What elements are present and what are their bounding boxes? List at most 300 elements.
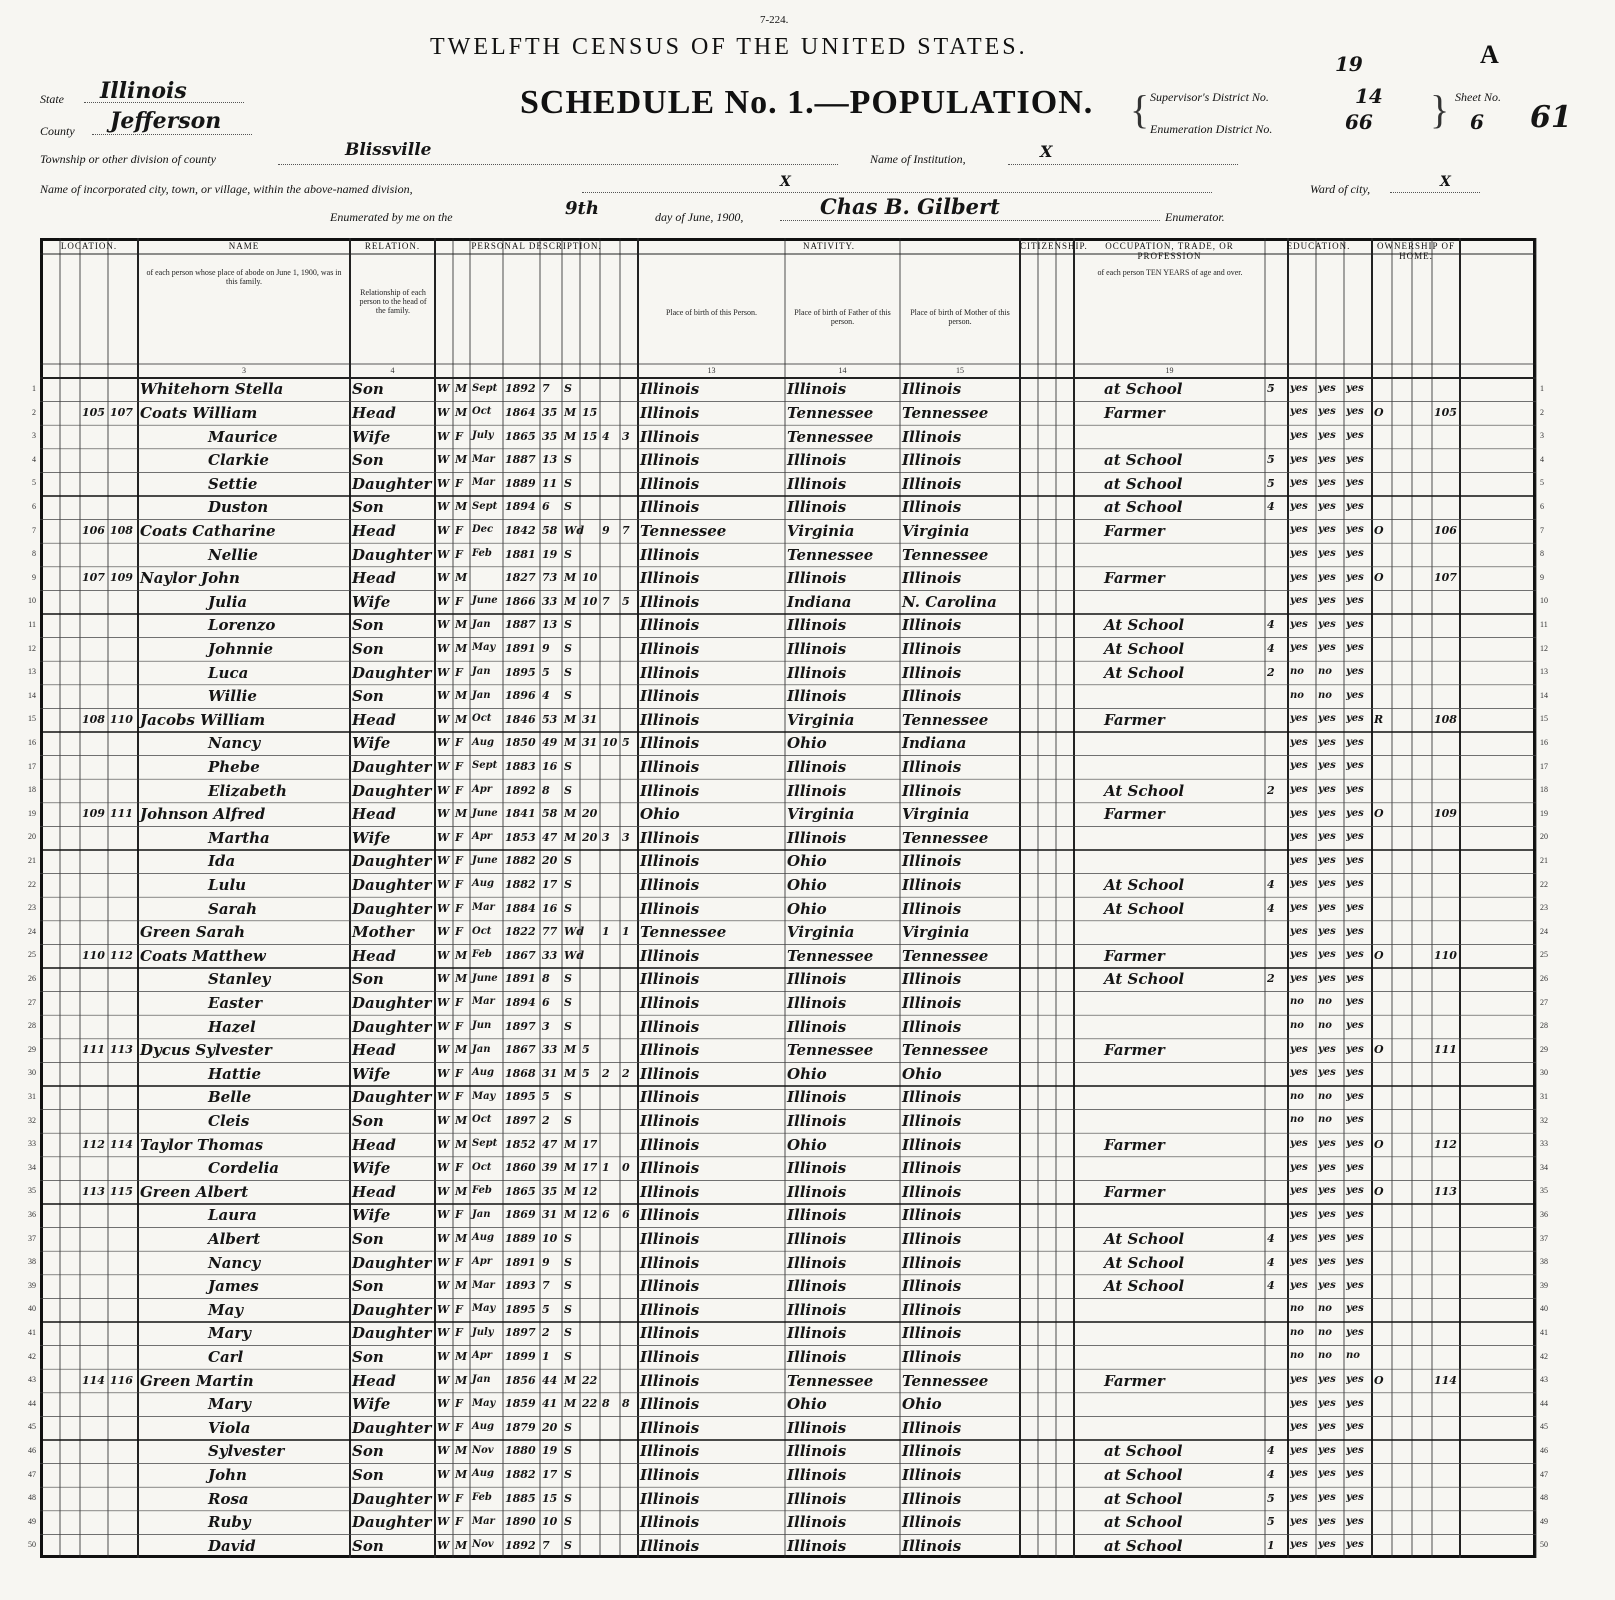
person-name: Naylor John — [140, 569, 240, 588]
group-heading: CITIZENSHIP. — [1020, 241, 1088, 251]
mother-birthplace: Illinois — [902, 1418, 962, 1437]
city-label: Name of incorporated city, town, or village, within the above-named division, — [40, 182, 413, 196]
color-or-race: W — [437, 1137, 450, 1151]
birth-month: Jan — [472, 618, 491, 630]
institution-value: X — [1040, 142, 1053, 161]
family-number: 113 — [110, 1043, 133, 1057]
father-birthplace: Ohio — [787, 852, 827, 871]
marital-status: M — [564, 830, 577, 844]
can-read: yes — [1290, 1067, 1308, 1079]
birthplace: Illinois — [640, 1489, 700, 1508]
supervisor-label: Supervisor's District No. — [1150, 90, 1269, 104]
birth-month: Mar — [472, 1515, 495, 1527]
mother-birthplace: Illinois — [902, 427, 962, 446]
birth-year: 1891 — [505, 641, 536, 655]
age: 11 — [542, 476, 558, 490]
occupation: Farmer — [1104, 403, 1165, 422]
birth-year: 1894 — [505, 995, 536, 1009]
father-birthplace: Illinois — [787, 1229, 847, 1248]
father-birthplace: Ohio — [787, 875, 827, 894]
can-write: yes — [1318, 1539, 1336, 1551]
birthplace: Illinois — [640, 710, 700, 729]
birthplace: Illinois — [640, 946, 700, 965]
line-number: 40 — [28, 1304, 36, 1314]
sex: F — [455, 1090, 463, 1104]
relation: Wife — [352, 1395, 391, 1414]
father-birthplace: Illinois — [787, 451, 847, 470]
mother-birthplace: Illinois — [902, 474, 962, 493]
months-school: 4 — [1267, 1467, 1275, 1481]
birthplace: Illinois — [640, 781, 700, 800]
father-birthplace: Illinois — [787, 616, 847, 635]
relation: Daughter — [352, 1418, 432, 1437]
person-name: Johnson Alfred — [140, 805, 266, 824]
birth-month: Aug — [472, 1421, 495, 1433]
can-write: yes — [1318, 618, 1336, 630]
mother-birthplace: Tennessee — [902, 403, 989, 422]
can-read: yes — [1290, 784, 1308, 795]
can-write: yes — [1318, 382, 1336, 394]
line-number: 6 — [32, 502, 36, 511]
father-birthplace: Illinois — [787, 380, 847, 399]
line-number: 28 — [28, 1021, 36, 1031]
age: 5 — [542, 1090, 550, 1104]
line-number: 35 — [28, 1186, 36, 1196]
age: 47 — [542, 1137, 558, 1151]
mother-birthplace: Illinois — [902, 899, 962, 918]
state-value: Illinois — [100, 78, 187, 104]
person-name: Hazel — [208, 1017, 256, 1036]
father-birthplace: Illinois — [787, 1489, 847, 1508]
father-birthplace: Ohio — [787, 1395, 827, 1414]
can-write: yes — [1318, 736, 1336, 748]
birth-month: Aug — [472, 878, 495, 890]
relation: Head — [352, 1371, 396, 1390]
relation: Son — [352, 1347, 384, 1366]
can-read: yes — [1290, 1232, 1308, 1244]
occupation: At School — [1104, 781, 1185, 800]
occupation: at School — [1104, 1442, 1183, 1461]
line-number: 42 — [28, 1351, 36, 1361]
birth-year: 1853 — [505, 830, 536, 844]
father-birthplace: Ohio — [787, 1135, 827, 1154]
color-or-race: W — [437, 1467, 450, 1481]
relation: Head — [352, 710, 396, 729]
line-number: 34 — [28, 1162, 36, 1172]
father-birthplace: Illinois — [787, 1347, 847, 1366]
birth-month: May — [472, 1090, 496, 1102]
line-number-right: 5 — [1540, 478, 1544, 488]
line-number: 26 — [28, 974, 36, 983]
birth-year: 1894 — [505, 500, 536, 514]
age: 2 — [542, 1326, 550, 1340]
speaks-english: yes — [1346, 1492, 1364, 1503]
occupation: Farmer — [1104, 569, 1165, 588]
person-name: Julia — [208, 592, 248, 611]
line-number: 13 — [28, 667, 36, 677]
speaks-english: yes — [1346, 1043, 1364, 1055]
age: 3 — [542, 1019, 550, 1033]
line-number: 15 — [28, 714, 36, 724]
color-or-race: W — [437, 476, 450, 490]
relation: Son — [352, 616, 384, 635]
can-write: yes — [1318, 453, 1336, 465]
years-married: 17 — [582, 1137, 598, 1151]
color-or-race: W — [437, 783, 450, 797]
relation: Head — [352, 569, 396, 588]
speaks-english: yes — [1346, 1256, 1364, 1267]
county-label: County — [40, 124, 75, 138]
birthplace: Illinois — [640, 1536, 700, 1555]
marital-status: S — [564, 665, 572, 679]
person-name: Sarah — [208, 899, 258, 918]
marital-status: S — [564, 854, 572, 868]
enumerator-label: Enumerator. — [1165, 210, 1225, 224]
can-write: yes — [1318, 1374, 1336, 1385]
can-write: yes — [1318, 1138, 1336, 1149]
color-or-race: W — [437, 1491, 450, 1505]
birth-year: 1895 — [505, 665, 536, 679]
can-read: yes — [1290, 760, 1308, 772]
children-born: 6 — [602, 1208, 610, 1222]
father-birthplace: Illinois — [787, 474, 847, 493]
relation: Daughter — [352, 1324, 432, 1343]
color-or-race: W — [437, 877, 450, 891]
age: 39 — [542, 1161, 558, 1175]
relation: Daughter — [352, 663, 432, 682]
can-read: yes — [1290, 430, 1308, 441]
speaks-english: yes — [1346, 1208, 1364, 1220]
marital-status: S — [564, 759, 572, 773]
children-living: 0 — [622, 1161, 630, 1175]
color-or-race: W — [437, 594, 450, 608]
occupation: at School — [1104, 1513, 1183, 1532]
father-birthplace: Illinois — [787, 1017, 847, 1036]
color-or-race: W — [437, 759, 450, 773]
occupation-column-head: of each person TEN YEARS of age and over. — [1097, 268, 1243, 277]
line-number: 7 — [32, 525, 36, 535]
father-birthplace: Ohio — [787, 899, 827, 918]
birth-year: 1885 — [505, 1491, 536, 1505]
age: 33 — [542, 948, 558, 962]
line-number-right: 3 — [1540, 431, 1544, 441]
can-write: no — [1318, 1090, 1332, 1102]
farm-schedule-number: 111 — [1434, 1043, 1457, 1057]
person-name: Easter — [208, 993, 262, 1012]
father-birthplace: Virginia — [787, 710, 855, 729]
column-number: 15 — [956, 366, 964, 375]
age: 6 — [542, 995, 550, 1009]
line-number-right: 40 — [1540, 1304, 1548, 1314]
father-birthplace: Illinois — [787, 1465, 847, 1484]
enumeration-day: 9th — [565, 198, 599, 219]
mother-birthplace: Illinois — [902, 1135, 962, 1154]
person-name: Laura — [208, 1206, 257, 1225]
relation: Son — [352, 380, 384, 399]
can-write: no — [1318, 689, 1332, 701]
birthplace: Illinois — [640, 1064, 700, 1083]
children-born: 1 — [602, 1161, 610, 1175]
children-born: 7 — [602, 594, 610, 608]
color-or-race: W — [437, 1444, 450, 1458]
speaks-english: yes — [1346, 1232, 1364, 1244]
line-number-right: 26 — [1540, 974, 1548, 983]
birthplace: Illinois — [640, 1347, 700, 1366]
person-name: Cleis — [208, 1111, 250, 1130]
line-number: 44 — [28, 1398, 36, 1408]
sex: M — [455, 689, 468, 703]
marital-status: S — [564, 1326, 572, 1340]
line-number: 29 — [28, 1044, 36, 1054]
can-read: yes — [1290, 595, 1308, 607]
line-number-right: 6 — [1540, 502, 1544, 511]
dwelling-number: 113 — [82, 1184, 105, 1198]
birth-month: May — [472, 642, 496, 654]
line-number: 20 — [28, 832, 36, 842]
marital-status: S — [564, 1515, 572, 1529]
sex: F — [455, 1420, 463, 1434]
farm-schedule-number: 108 — [1434, 712, 1457, 726]
brace-left: { — [1130, 87, 1150, 132]
can-read: yes — [1290, 382, 1308, 394]
sex: F — [455, 1019, 463, 1033]
birthplace: Tennessee — [640, 521, 727, 540]
color-or-race: W — [437, 1113, 450, 1127]
color-or-race: W — [437, 807, 450, 821]
relation: Son — [352, 451, 384, 470]
speaks-english: yes — [1346, 1374, 1364, 1385]
marital-status: M — [564, 1208, 577, 1222]
home-owned: O — [1374, 1373, 1384, 1387]
mother-birthplace: Ohio — [902, 1064, 942, 1083]
sex: M — [455, 1373, 468, 1387]
line-number: 14 — [28, 690, 36, 700]
column-number: 19 — [1165, 366, 1174, 375]
group-heading: EDUCATION. — [1286, 241, 1351, 251]
line-number: 27 — [28, 997, 36, 1007]
person-name: Mary — [208, 1324, 251, 1343]
age: 4 — [542, 689, 550, 703]
age: 7 — [542, 1279, 550, 1293]
line-number: 8 — [32, 549, 36, 559]
birth-month: May — [472, 1397, 496, 1409]
months-school: 5 — [1267, 476, 1275, 490]
ward-value: X — [1440, 174, 1451, 190]
marital-status: M — [564, 1397, 577, 1411]
father-birthplace: Illinois — [787, 828, 847, 847]
birth-year: 1887 — [505, 618, 536, 632]
can-write: yes — [1318, 949, 1336, 961]
speaks-english: yes — [1346, 925, 1364, 937]
sex: M — [455, 382, 468, 396]
birth-year: 1859 — [505, 1397, 536, 1411]
line-number: 16 — [28, 738, 36, 747]
age: 6 — [542, 500, 550, 514]
marital-status: M — [564, 736, 577, 750]
line-number-right: 34 — [1540, 1162, 1548, 1172]
line-number-right: 30 — [1540, 1068, 1548, 1078]
color-or-race: W — [437, 1090, 450, 1104]
marital-status: M — [564, 1184, 577, 1198]
marital-status: S — [564, 547, 572, 561]
line-number-right: 32 — [1540, 1115, 1548, 1125]
birth-month: Jan — [472, 666, 491, 677]
children-born: 1 — [602, 925, 610, 939]
birthplace: Illinois — [640, 687, 700, 706]
father-birthplace: Illinois — [787, 1182, 847, 1201]
speaks-english: yes — [1346, 854, 1364, 866]
line-number-right: 43 — [1540, 1375, 1548, 1385]
can-write: yes — [1318, 902, 1336, 913]
color-or-race: W — [437, 641, 450, 655]
sex: M — [455, 1184, 468, 1198]
can-read: yes — [1290, 1444, 1308, 1456]
marital-status: M — [564, 1137, 577, 1151]
color-or-race: W — [437, 1302, 450, 1316]
group-heading: NAME — [228, 241, 260, 251]
months-school: 4 — [1267, 1231, 1275, 1245]
birth-year: 1864 — [505, 405, 536, 419]
marital-status: S — [564, 1279, 572, 1293]
mother-birthplace: Illinois — [902, 1513, 962, 1532]
can-write: yes — [1318, 1161, 1336, 1173]
line-number-right: 37 — [1540, 1233, 1548, 1243]
months-school: 2 — [1267, 783, 1275, 797]
home-owned: O — [1374, 1184, 1384, 1198]
children-living: 7 — [622, 523, 630, 537]
age: 9 — [542, 1255, 550, 1269]
mother-birthplace: Tennessee — [902, 1041, 989, 1060]
years-married: 15 — [582, 429, 598, 443]
sex: M — [455, 1279, 468, 1293]
years-married: 22 — [582, 1397, 598, 1411]
sheet-no: 6 — [1470, 110, 1484, 134]
occupation: Farmer — [1104, 805, 1165, 824]
birthplace: Illinois — [640, 569, 700, 588]
father-birthplace: Illinois — [787, 1442, 847, 1461]
person-name: Ida — [208, 852, 236, 871]
birth-month: June — [472, 854, 498, 866]
birth-year: 1882 — [505, 854, 536, 868]
line-number: 25 — [28, 950, 36, 960]
can-write: yes — [1318, 807, 1336, 819]
birth-month: Aug — [472, 1232, 495, 1244]
birth-month: Nov — [472, 1444, 494, 1456]
marital-status: S — [564, 1444, 572, 1458]
enumerated-prefix: Enumerated by me on the — [330, 210, 453, 224]
age: 77 — [542, 925, 558, 939]
birth-month: Mar — [472, 996, 495, 1008]
marital-status: M — [564, 594, 577, 608]
age: 7 — [542, 382, 550, 396]
home-owned: O — [1374, 1137, 1384, 1151]
color-or-race: W — [437, 500, 450, 514]
birthplace: Illinois — [640, 828, 700, 847]
mother-birthplace: Illinois — [902, 1347, 962, 1366]
speaks-english: yes — [1346, 1444, 1364, 1456]
color-or-race: W — [437, 995, 450, 1009]
person-name: Coats Matthew — [140, 946, 266, 965]
relation: Head — [352, 521, 396, 540]
state-label: State — [40, 92, 64, 106]
birthplace: Illinois — [640, 1159, 700, 1178]
months-school: 4 — [1267, 500, 1275, 514]
column-number: 14 — [838, 366, 847, 375]
line-number: 45 — [28, 1422, 36, 1432]
children-living: 3 — [622, 830, 630, 844]
color-or-race: W — [437, 1538, 450, 1552]
birth-month: Jan — [472, 1374, 491, 1385]
can-read: yes — [1290, 878, 1308, 890]
can-read: yes — [1290, 1468, 1308, 1480]
birthplace: Illinois — [640, 734, 700, 753]
father-birthplace: Tennessee — [787, 427, 874, 446]
line-number: 32 — [28, 1115, 36, 1125]
months-school: 4 — [1267, 901, 1275, 915]
father-birthplace: Illinois — [787, 687, 847, 706]
color-or-race: W — [437, 1349, 450, 1363]
marital-status: S — [564, 1420, 572, 1434]
occupation: at School — [1104, 498, 1183, 517]
color-or-race: W — [437, 1019, 450, 1033]
can-write: yes — [1318, 878, 1336, 890]
marital-status: Wd — [564, 948, 585, 962]
birth-month: June — [472, 972, 498, 984]
sex: M — [455, 500, 468, 514]
line-number-right: 17 — [1540, 761, 1548, 771]
can-read: yes — [1290, 1492, 1308, 1503]
relation: Daughter — [352, 1017, 432, 1036]
age: 31 — [542, 1066, 558, 1080]
birth-year: 1866 — [505, 594, 536, 608]
township-value: Blissville — [345, 140, 432, 160]
can-read: yes — [1290, 1539, 1308, 1551]
color-or-race: W — [437, 665, 450, 679]
occupation: Farmer — [1104, 1182, 1165, 1201]
birthplace: Illinois — [640, 380, 700, 399]
color-or-race: W — [437, 547, 450, 561]
mother-birthplace: Illinois — [902, 1300, 962, 1319]
marital-status: S — [564, 618, 572, 632]
age: 9 — [542, 641, 550, 655]
color-or-race: W — [437, 453, 450, 467]
line-number: 38 — [28, 1257, 36, 1267]
census-title: TWELFTH CENSUS OF THE UNITED STATES. — [430, 34, 1028, 60]
can-read: yes — [1290, 406, 1308, 418]
birth-year: 1852 — [505, 1137, 536, 1151]
line-number-right: 10 — [1540, 596, 1548, 606]
can-write: yes — [1318, 1444, 1336, 1456]
family-number: 108 — [110, 523, 133, 537]
age: 47 — [542, 830, 558, 844]
age: 35 — [542, 1184, 558, 1198]
speaks-english: yes — [1346, 642, 1364, 654]
sex: M — [455, 618, 468, 632]
person-name: Nancy — [208, 734, 261, 753]
birth-year: 1822 — [505, 925, 536, 939]
mother-birthplace: Virginia — [902, 923, 970, 942]
line-number: 3 — [32, 431, 36, 441]
months-school: 5 — [1267, 382, 1275, 396]
mother-birthplace: Illinois — [902, 1489, 962, 1508]
birth-month: Jan — [472, 689, 491, 701]
person-name: Dycus Sylvester — [140, 1041, 272, 1060]
relation: Son — [352, 1536, 384, 1555]
birthplace: Illinois — [640, 1442, 700, 1461]
birthplace: Illinois — [640, 1017, 700, 1036]
sex: F — [455, 925, 463, 939]
occupation: Farmer — [1104, 710, 1165, 729]
